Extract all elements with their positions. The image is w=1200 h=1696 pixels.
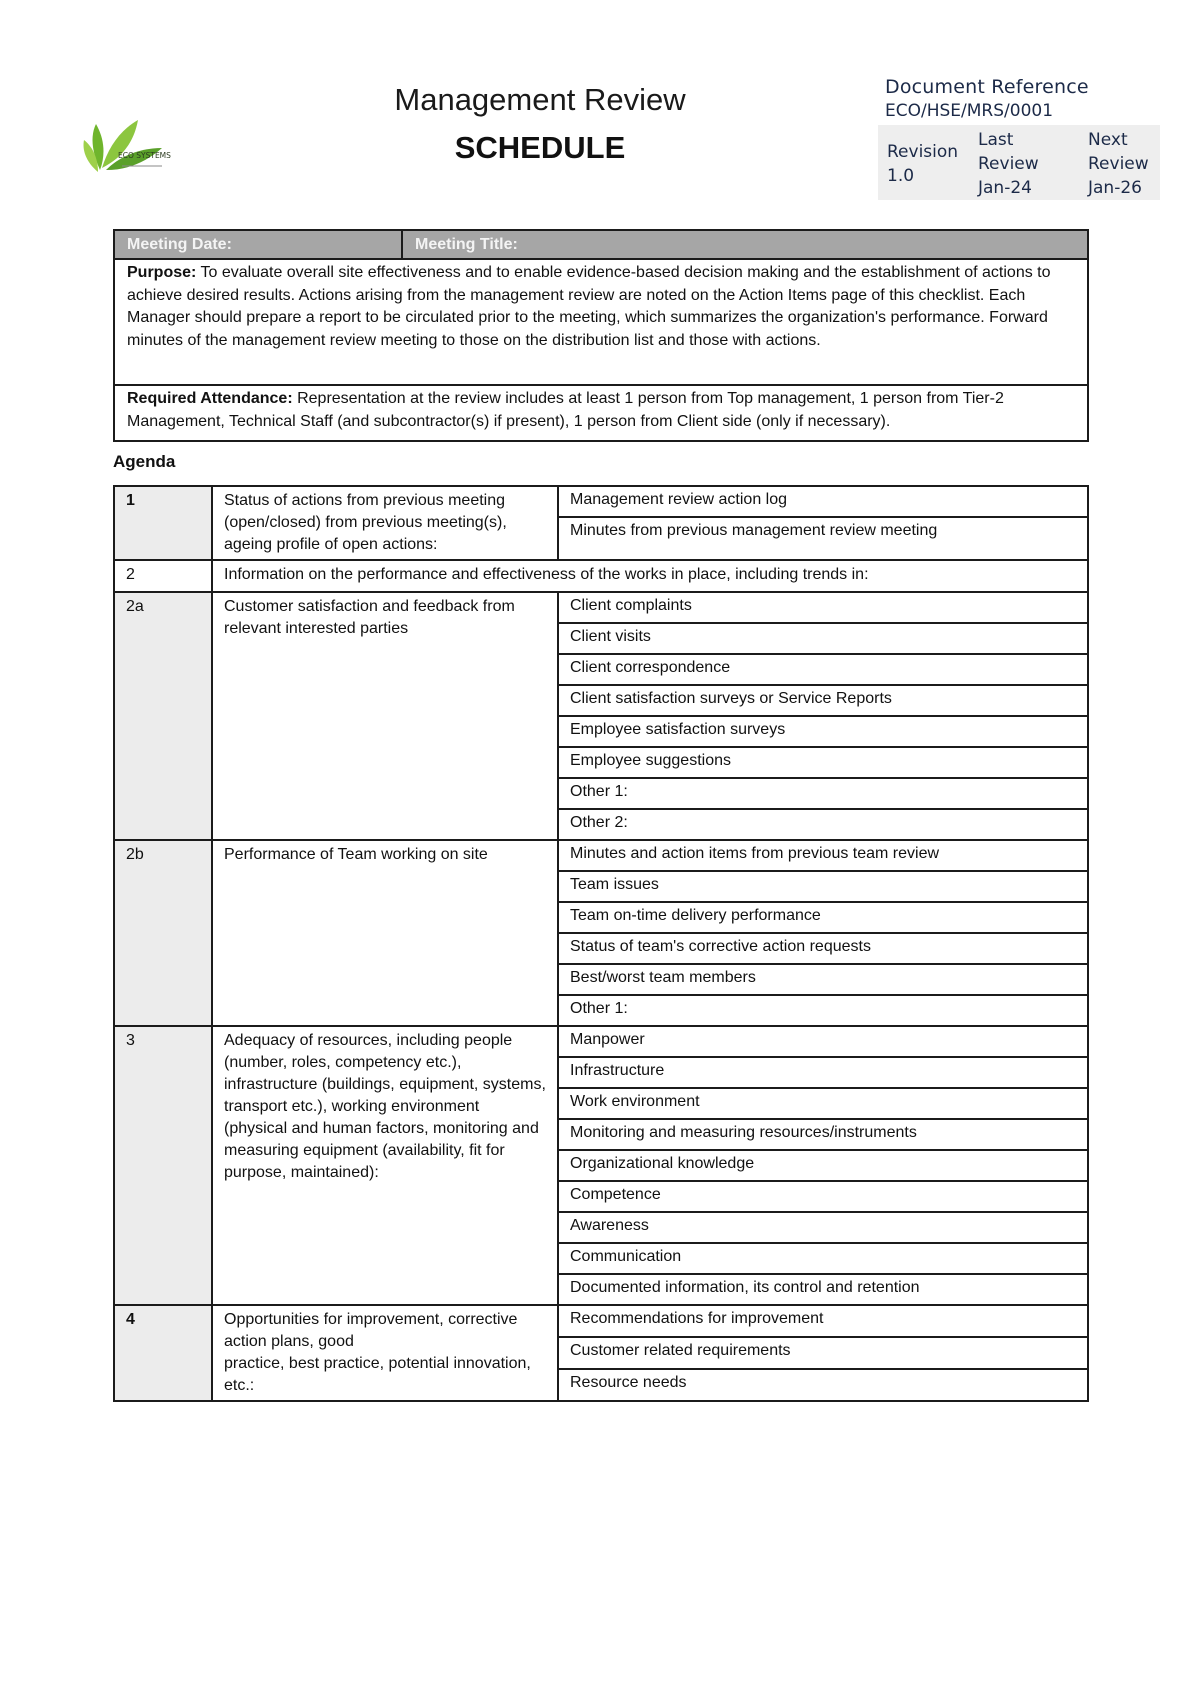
- agenda-item[interactable]: Employee suggestions: [558, 747, 1088, 778]
- agenda-description-line: Opportunities for improvement, corrective action plans, good: [224, 1311, 518, 1350]
- next-review-value: Jan-26: [1088, 178, 1142, 198]
- agenda-row-2a: [114, 592, 1088, 623]
- doc-ref-label: Document Reference: [885, 76, 1089, 98]
- agenda-item[interactable]: Other 1:: [558, 778, 1088, 809]
- agenda-item[interactable]: Infrastructure: [558, 1057, 1088, 1088]
- agenda-number: 2: [114, 560, 212, 592]
- doc-ref-code: ECO/HSE/MRS/0001: [885, 101, 1054, 121]
- agenda-item[interactable]: Management review action log: [558, 486, 1088, 517]
- agenda-heading: Agenda: [113, 452, 176, 471]
- attendance-cell: [114, 385, 1088, 441]
- agenda-item[interactable]: Work environment: [558, 1088, 1088, 1119]
- purpose-text: To evaluate overall site effectiveness and to enable evidence-based decision making and the establishment of actions to achieve desired results. Actions arising from the management review are noted on the Action Items page of this checklist. Each Manager should prepare a report to be circulated prior to the meeting, which summarizes the organization's performance. Forward minutes of the management review meeting to those on the distribution list and those with actions.: [127, 264, 1051, 349]
- meeting-date-field[interactable]: Meeting Date:: [114, 230, 402, 259]
- agenda-item[interactable]: Resource needs: [558, 1369, 1088, 1401]
- agenda-item[interactable]: Recommendations for improvement: [558, 1305, 1088, 1337]
- document-header: [0, 0, 1200, 210]
- agenda-description: [212, 1305, 558, 1401]
- agenda-full-description: Information on the performance and effectiveness of the works in place, including trends in:: [212, 560, 1088, 592]
- last-review-column: [978, 128, 1039, 200]
- purpose-cell: [114, 259, 1088, 385]
- agenda-item[interactable]: Monitoring and measuring resources/instruments: [558, 1119, 1088, 1150]
- agenda-item[interactable]: Team issues: [558, 871, 1088, 902]
- agenda-row-4: [114, 1305, 1088, 1337]
- purpose-row: [114, 259, 1088, 385]
- agenda-row-2b: [114, 840, 1088, 871]
- next-review-label-1: Next: [1088, 130, 1128, 150]
- meeting-title-field[interactable]: Meeting Title:: [402, 230, 1088, 259]
- agenda-item[interactable]: Communication: [558, 1243, 1088, 1274]
- agenda-item[interactable]: Manpower: [558, 1026, 1088, 1057]
- agenda-item[interactable]: Organizational knowledge: [558, 1150, 1088, 1181]
- agenda-row-2: [114, 560, 1088, 592]
- agenda-item[interactable]: Awareness: [558, 1212, 1088, 1243]
- agenda-item[interactable]: Client correspondence: [558, 654, 1088, 685]
- attendance-label: Required Attendance:: [127, 390, 293, 407]
- agenda-description-line: practice, best practice, potential innovation, etc.:: [224, 1355, 531, 1394]
- agenda-item[interactable]: Other 2:: [558, 809, 1088, 840]
- agenda-item[interactable]: Minutes and action items from previous team review: [558, 840, 1088, 871]
- last-review-label-2: Review: [978, 154, 1039, 174]
- attendance-text: Representation at the review includes at least 1 person from Top management, 1 person from Tier-2 Management, Technical Staff (and subcontractor(s) if present), 1 person from Client side (only if necessary).: [127, 390, 1004, 430]
- agenda-item[interactable]: Minutes from previous management review meeting: [558, 517, 1088, 560]
- agenda-item[interactable]: Client visits: [558, 623, 1088, 654]
- agenda-item[interactable]: Competence: [558, 1181, 1088, 1212]
- page-subtitle: SCHEDULE: [454, 130, 626, 165]
- agenda-item[interactable]: Other 1:: [558, 995, 1088, 1026]
- agenda-item[interactable]: Employee satisfaction surveys: [558, 716, 1088, 747]
- agenda-item[interactable]: Documented information, its control and retention: [558, 1274, 1088, 1305]
- agenda-item[interactable]: Best/worst team members: [558, 964, 1088, 995]
- agenda-number: 1: [114, 486, 212, 560]
- page-title: Management Review: [394, 82, 686, 117]
- last-review-value: Jan-24: [978, 178, 1032, 198]
- document-reference: [885, 76, 1165, 121]
- agenda-number: 3: [114, 1026, 212, 1305]
- agenda-row-3: [114, 1026, 1088, 1057]
- meeting-info-table: [113, 229, 1089, 442]
- agenda-item[interactable]: Customer related requirements: [558, 1337, 1088, 1369]
- agenda-item[interactable]: Client satisfaction surveys or Service Reports: [558, 685, 1088, 716]
- agenda-number: 2b: [114, 840, 212, 1026]
- revision-value: 1.0: [887, 166, 915, 186]
- agenda-description: Adequacy of resources, including people (number, roles, competency etc.), infrastructure (buildings, equipment, systems, transport etc.), working environment (physical and human factors, monitoring and measuring equipment (availability, fit for purpose, maintained):: [212, 1026, 558, 1305]
- agenda-number: 2a: [114, 592, 212, 840]
- attendance-row: [114, 385, 1088, 441]
- revision-label: Revision: [887, 142, 959, 162]
- agenda-item[interactable]: Team on-time delivery performance: [558, 902, 1088, 933]
- next-review-label-2: Review: [1088, 154, 1149, 174]
- agenda-description: Customer satisfaction and feedback from relevant interested parties: [212, 592, 558, 840]
- agenda-row-1: [114, 486, 1088, 517]
- agenda-item[interactable]: Status of team's corrective action requests: [558, 933, 1088, 964]
- agenda-number: 4: [114, 1305, 212, 1401]
- meeting-header-row: [114, 230, 1088, 259]
- revision-box: [878, 125, 1160, 200]
- agenda-description: Status of actions from previous meeting (open/closed) from previous meeting(s), ageing profile of open actions:: [212, 486, 558, 560]
- eco-systems-logo: [82, 96, 192, 182]
- logo-text: ECO SYSTEMS: [118, 151, 171, 160]
- agenda-item[interactable]: Client complaints: [558, 592, 1088, 623]
- last-review-label-1: Last: [978, 130, 1014, 150]
- revision-column: [887, 140, 958, 188]
- next-review-column: [1088, 128, 1149, 200]
- agenda-description: Performance of Team working on site: [212, 840, 558, 1026]
- purpose-label: Purpose:: [127, 264, 197, 281]
- agenda-table: [113, 485, 1089, 1402]
